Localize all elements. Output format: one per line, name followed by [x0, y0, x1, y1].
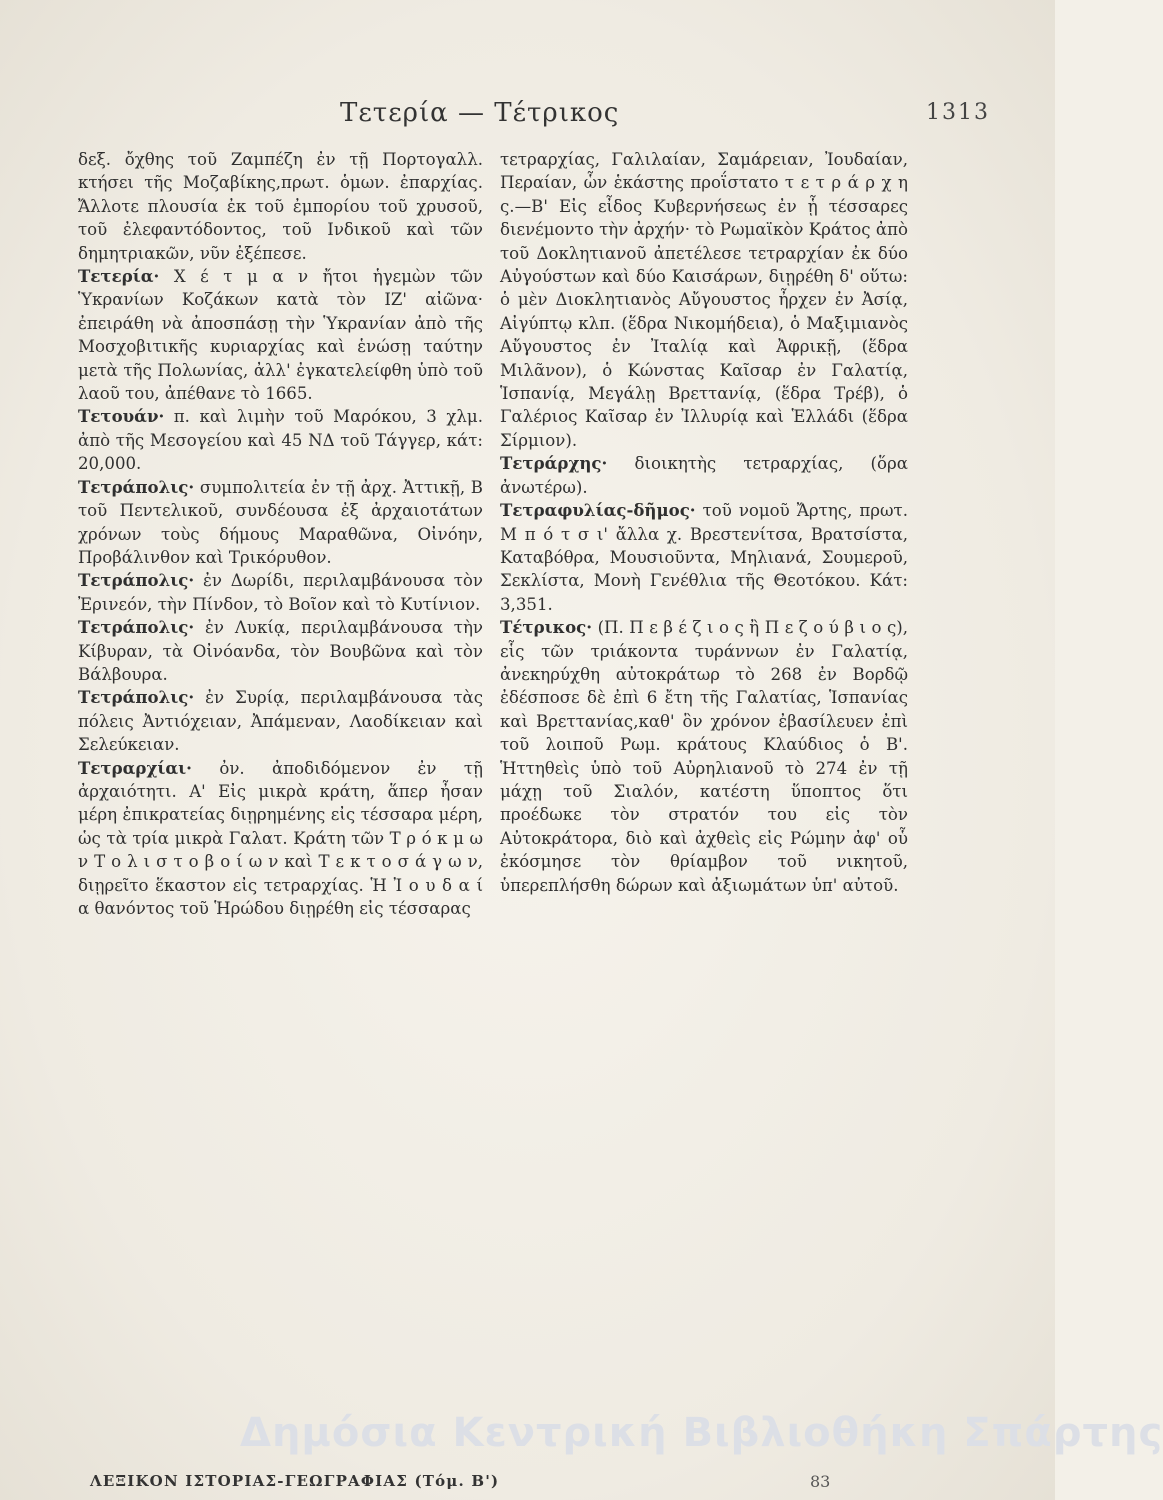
entry	[78, 476, 483, 570]
headword: Τετραφυλίας-δῆμος·	[500, 500, 696, 521]
entry	[78, 148, 483, 265]
entry	[500, 616, 908, 897]
entry-text: συμπολιτεία ἐν τῇ ἀρχ. Ἀττικῇ, Β τοῦ Πεντελικοῦ, συνδέουσα ἐξ ἀρχαιοτάτων χρόνων τοὺς δήμους Μαραθῶνα, Οἰνόην, Προβάλινθον καὶ Τρικόρυθον.	[78, 477, 483, 567]
headword: Τετερία·	[78, 266, 160, 287]
headword: Τετουάν·	[78, 406, 165, 427]
entry-text: π. καὶ λιμὴν τοῦ Μαρόκου, 3 χλμ. ἀπὸ τῆς Μεσογείου καὶ 45 ΝΔ τοῦ Τάγγερ, κάτ: 20,000.	[78, 407, 483, 474]
entry-text: διοικητὴς τετραρχίας, (ὅρα ἀνωτέρω).	[500, 454, 908, 497]
entry	[78, 757, 483, 921]
entry	[78, 616, 483, 686]
left-column	[78, 148, 483, 920]
signature-number: 83	[810, 1472, 831, 1491]
entry	[78, 569, 483, 616]
running-title: Τετερία — Τέτρικος	[340, 98, 620, 128]
page-number: 1313	[926, 100, 990, 125]
entry	[500, 452, 908, 499]
page-header	[70, 98, 990, 138]
entry-text: τετραρχίας, Γαλιλαίαν, Σαμάρειαν, Ἰουδαίαν, Περαίαν, ὧν ἑκάστης προΐστατο τ ε τ ρ ά ρ χ η ς.—Β' Εἰς εἶδος Κυβερνήσεως ἐν ᾗ τέσσαρες διενέμοντο τὴν ἀρχήν· τὸ Ρωμαϊκὸν Κράτος ἀπὸ τοῦ Δοκλητιανοῦ ἀπετέλεσε τετραρχίαν ἐκ δύο Αὐγούστων καὶ δύο Καισάρων, διῃρέθη δ' οὕτω: ὁ μὲν Διοκλητιανὸς Αὔγουστος ἦρχεν ἐν Ἀσίᾳ, Αἰγύπτῳ κλπ. (ἕδρα Νικομήδεια), ὁ Μαξιμιανὸς Αὔγουστος ἐν Ἰταλίᾳ καὶ Ἀφρικῇ, (ἕδρα Μιλᾶνον), ὁ Κώνστας Καῖσαρ ἐν Γαλατίᾳ, Ἱσπανίᾳ, Μεγάλῃ Βρεττανίᾳ, (ἕδρα Τρέβ), ὁ Γαλέριος Καῖσαρ ἐν Ἰλλυρίᾳ καὶ Ἑλλάδι (ἕδρα Σίρμιον).	[500, 150, 908, 450]
entry-text: δεξ. ὄχθης τοῦ Ζαμπέζη ἐν τῇ Πορτογαλλ. κτήσει τῆς Μοζαβίκης,πρωτ. ὁμων. ἐπαρχίας. Ἄλλοτε πλουσία ἐκ τοῦ ἐμπορίου τοῦ χρυσοῦ, τοῦ ἐλεφαντόδοντος, τοῦ Ινδικοῦ καὶ τῶν δημητριακῶν, νῦν ἐξέπεσε.	[78, 150, 483, 263]
entry-text: τοῦ νομοῦ Ἄρτης, πρωτ. Μ π ό τ σ ι' ἄλλα χ. Βρεστενίτσα, Βρατσίστα, Καταβόθρα, Μουσιοῦντα, Μηλιανά, Σουμεροῦ, Σεκλίστα, Μονὴ Γενέθλια τῆς Θεοτόκου. Κάτ: 3,351.	[500, 501, 908, 614]
headword: Τετραρχίαι·	[78, 757, 192, 778]
footer-title: ΛΕΞΙΚΟΝ ΙΣΤΟΡΙΑΣ-ΓΕΩΓΡΑΦΙΑΣ (Τόμ. Β')	[90, 1472, 500, 1490]
headword: Τετράπολις·	[78, 570, 195, 591]
headword: Τέτρικος·	[500, 617, 593, 638]
library-watermark: Δημόσια Κεντρική Βιβλιοθήκη Σπάρτης	[240, 1410, 1163, 1456]
headword: Τετράπολις·	[78, 476, 195, 497]
entry-text: ἐν Συρίᾳ, περιλαμβάνουσα τὰς πόλεις Ἀντιόχειαν, Ἀπάμεναν, Λαοδίκειαν καὶ Σελεύκειαν.	[78, 688, 484, 755]
headword: Τετράπολις·	[78, 617, 195, 638]
headword: Τετράπολις·	[78, 687, 195, 708]
headword: Τετράρχης·	[500, 453, 608, 474]
entry	[500, 499, 908, 616]
page-footer	[90, 1472, 830, 1496]
right-column	[500, 148, 908, 897]
entry	[78, 405, 483, 475]
entry	[78, 265, 483, 405]
entry-text: (Π. Π ε β έ ζ ι ο ς ἢ Π ε ζ ο ύ β ι ο ς), εἷς τῶν τριάκοντα τυράννων ἐν Γαλατίᾳ, ἀνεκηρύχθη αὐτοκράτωρ τὸ 268 ἐν Βορδῷ ἐδέσποσε δὲ ἐπὶ 6 ἔτη τῆς Γαλατίας, Ἱσπανίας καὶ Βρεττανίας,καθ' ὃν χρόνον ἐβασίλευεν ἐπὶ τοῦ λοιποῦ Ρωμ. κράτους Κλαύδιος ὁ Β'. Ἡττηθεὶς ὑπὸ τοῦ Αὐρηλιανοῦ τὸ 274 ἐν τῇ μάχῃ τοῦ Σιαλόν, κατέστη ὕποπτος ὅτι προέδωκε τὸν στρατόν του εἰς τὸν Αὐτοκράτορα, διὸ καὶ ἀχθεὶς εἰς Ρώμην ἀφ' οὗ ἐκόσμησε τὸν θρίαμβον τοῦ νικητοῦ, ὑπερεπλήσθη δώρων καὶ ἀξιωμάτων ὑπ' αὐτοῦ.	[500, 618, 908, 895]
entry-text: Χ έ τ μ α ν ἤτοι ἡγεμὼν τῶν Ὑκρανίων Κοζάκων κατὰ τὸν ΙΖ' αἰῶνα· ἐπειράθη νὰ ἀποσπάσῃ τὴν Ὑκρανίαν ἀπὸ τῆς Μοσχοβιτικῆς κυριαρχίας καὶ ἑνώσῃ ταύτην μετὰ τῆς Πολωνίας, ἀλλ' ἐγκατελείφθη ὑπὸ τοῦ λαοῦ του, ἀπέθανε τὸ 1665.	[78, 267, 483, 404]
entry-text: ὀν. ἀποδιδόμενον ἐν τῇ ἀρχαιότητι. Α' Εἰς μικρὰ κράτη, ἅπερ ἦσαν μέρη ἐπικρατείας διῃρημένης εἰς τέσσαρα μέρη, ὡς τὰ τρία μικρὰ Γαλατ. Κράτη τῶν Τ ρ ό κ μ ω ν Τ ο λ ι σ τ ο β ο ί ω ν καὶ Τ ε κ τ ο σ ά γ ω ν, διῃρεῖτο ἕκαστον εἰς τετραρχίας. Ἡ Ἰ ο υ δ α ί α θανόντος τοῦ Ἡρώδου διῃρέθη εἰς τέσσαρας	[78, 758, 483, 918]
entry-text: ἐν Λυκίᾳ, περιλαμβάνουσα τὴν Κίβυραν, τὰ Οἰνόανδα, τὸν Βουβῶνα καὶ τὸν Βάλβουρα.	[78, 618, 483, 684]
entry	[78, 686, 483, 756]
entry	[500, 148, 908, 452]
entry-text: ἐν Δωρίδι, περιλαμβάνουσα τὸν Ἐρινεόν, τὴν Πίνδον, τὸ Βοῖον καὶ τὸ Κυτίνιον.	[78, 571, 484, 614]
